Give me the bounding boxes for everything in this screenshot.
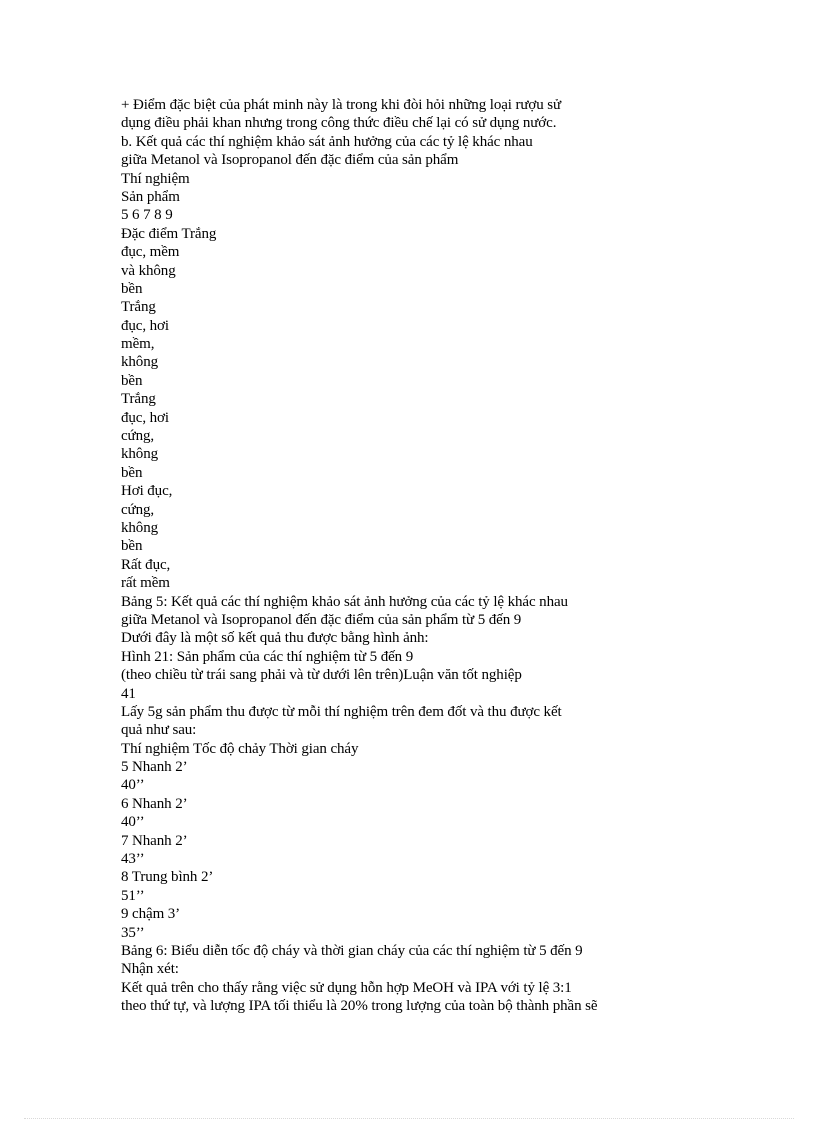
text-line: Sản phẩm — [121, 188, 180, 205]
text-line: Dưới đây là một số kết quả thu được bằng hình ảnh: — [121, 630, 429, 647]
text-line: 6 Nhanh 2’ — [121, 795, 188, 812]
text-line: Rất đục, — [121, 556, 171, 573]
text-line: bền — [121, 280, 143, 297]
text-line: Đặc điểm Trắng — [121, 225, 217, 242]
text-line: 43’’ — [121, 851, 145, 868]
text-line: đục, mềm — [121, 244, 180, 261]
text-line: không — [121, 446, 159, 463]
text-line: đục, hơi — [121, 317, 169, 334]
text-line: b. Kết quả các thí nghiệm khảo sát ảnh hưởng của các tỷ lệ khác nhau — [121, 133, 533, 150]
text-line: Thí nghiệm — [121, 170, 190, 187]
text-line: không — [121, 354, 159, 371]
text-line: không — [121, 519, 159, 536]
text-line: Lấy 5g sản phẩm thu được từ mỗi thí nghiệm trên đem đốt và thu được kết — [121, 703, 562, 720]
text-line: 5 Nhanh 2’ — [121, 759, 188, 776]
text-line: 8 Trung bình 2’ — [121, 869, 214, 886]
text-line: 40’’ — [121, 777, 145, 794]
text-line: + Điểm đặc biệt của phát minh này là trong khi đòi hỏi những loại rượu sử — [121, 97, 562, 113]
text-line: cứng, — [121, 428, 155, 445]
page-bottom-divider — [24, 1118, 794, 1120]
text-line: 5 6 7 8 9 — [121, 207, 173, 224]
text-line: (theo chiều từ trái sang phải và từ dưới lên trên)Luận văn tốt nghiệp — [121, 667, 522, 684]
text-line: 7 Nhanh 2’ — [121, 832, 188, 849]
text-line: dụng điều phải khan nhưng trong công thức điều chế lại có sử dụng nước. — [121, 115, 557, 132]
text-line: đục, hơi — [121, 409, 169, 426]
text-line: 35’’ — [121, 924, 145, 941]
text-line: Nhận xét: — [121, 961, 179, 978]
text-line: bền — [121, 538, 143, 555]
text-line: cứng, — [121, 501, 155, 518]
text-line: bền — [121, 372, 143, 389]
text-line: 51’’ — [121, 887, 145, 904]
text-line: Hơi đục, — [121, 483, 173, 500]
text-line: rất mềm — [121, 575, 170, 592]
text-line: Trắng — [121, 299, 156, 316]
text-line: theo thứ tự, và lượng IPA tối thiểu là 20% trong lượng của toàn bộ thành phần sẽ — [121, 998, 598, 1015]
figure-caption: Hình 21: Sản phẩm của các thí nghiệm từ 5 đến 9 — [121, 648, 414, 665]
table-caption: giữa Metanol và Isopropanol đến đặc điểm của sản phẩm từ 5 đến 9 — [121, 611, 522, 628]
text-line: quả như sau: — [121, 722, 197, 739]
text-line: 9 chậm 3’ — [121, 906, 181, 923]
text-line: bền — [121, 464, 143, 481]
text-line: giữa Metanol và Isopropanol đến đặc điểm của sản phẩm — [121, 152, 459, 169]
text-line: 40’’ — [121, 814, 145, 831]
table-caption: Bảng 6: Biểu diễn tốc độ cháy và thời gian cháy của các thí nghiệm từ 5 đến 9 — [121, 942, 583, 959]
text-line: mềm, — [121, 336, 155, 353]
table-caption: Bảng 5: Kết quả các thí nghiệm khảo sát ảnh hưởng của các tỷ lệ khác nhau — [121, 593, 568, 610]
page-number: 41 — [121, 685, 136, 702]
text-line: Trắng — [121, 391, 156, 408]
text-line: và không — [121, 262, 176, 279]
document-body — [121, 96, 681, 1016]
text-line: Thí nghiệm Tốc độ chảy Thời gian cháy — [121, 740, 359, 757]
text-line: Kết quả trên cho thấy rằng việc sử dụng hỗn hợp MeOH và IPA với tỷ lệ 3:1 — [121, 979, 572, 996]
